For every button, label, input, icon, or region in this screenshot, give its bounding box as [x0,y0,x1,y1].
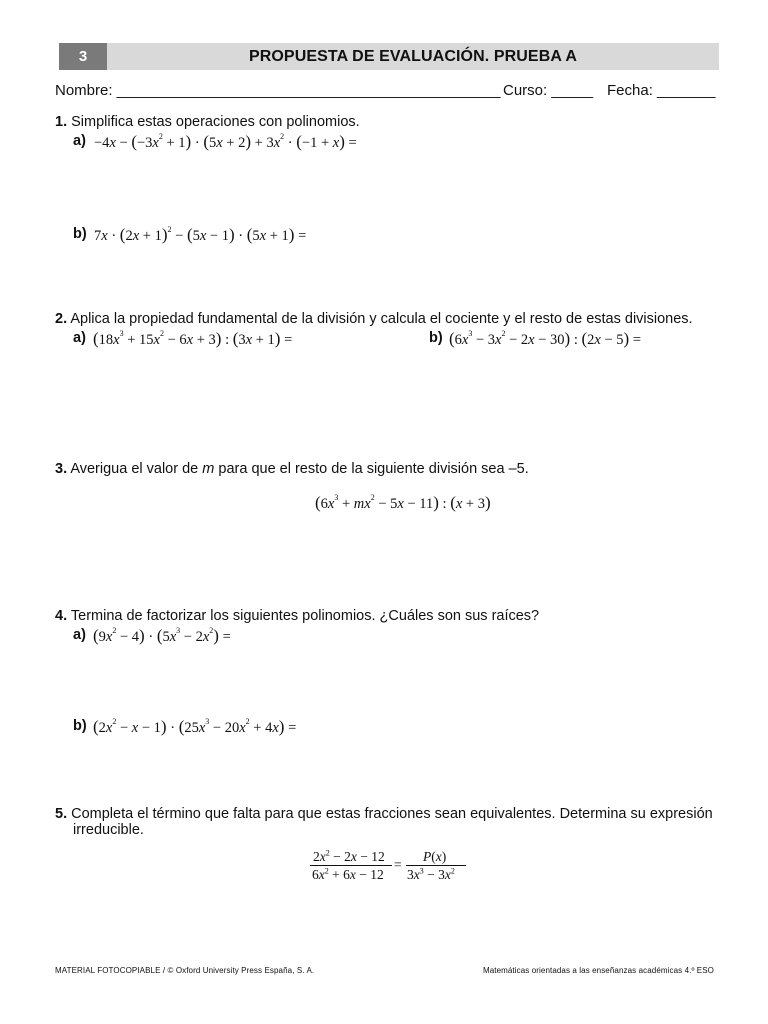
question-1 [55,114,360,130]
question-2b-label: b) [429,330,443,346]
right-fraction-bar [406,865,466,866]
question-4-text: Termina de factorizar los siguientes polinomios. ¿Cuáles son sus raíces? [70,608,540,624]
page-title: PROPUESTA DE EVALUACIÓN. PRUEBA A [248,48,578,65]
left-fraction-bar [310,865,392,866]
right-fraction-denominator: $3x^3 - 3x^2$ [407,866,455,882]
question-1a-expression: $-4x - (-3x^2 + 1) \cdot (5x + 2) + 3x^2 \cdot (-1 + x)$ = [94,132,357,151]
left-fraction-numerator: $2x^2 - 2x - 12$ [313,848,385,864]
question-2a-expression: $(18x^3 + 15x^2 - 6x + 3)$ : (3x + 1) = [93,329,293,348]
question-4 [55,608,539,624]
question-5-equation [308,848,468,884]
question-4a-label: a) [73,627,86,643]
course-field-label: Curso: _____ [503,82,594,99]
question-2-number: 2. [55,311,68,327]
date-field-label: Fecha: _______ [607,82,716,99]
question-1a-label: a) [73,133,86,149]
question-5-text-line2: irreducible. [73,822,144,838]
footer-course: Matemáticas orientadas a las enseñanzas académicas 4.º ESO [482,966,714,975]
header-bar [59,43,719,70]
question-5-number: 5. [55,806,68,822]
question-5-text-line1: Completa el término que falta para que estas fracciones sean equivalentes. Determina su expresión [71,806,713,822]
question-2a-label: a) [73,330,86,346]
question-3-number: 3. [55,461,68,477]
question-2 [55,311,693,327]
question-3 [55,461,529,477]
question-3-expression: $(6x^3 + mx^2 - 5x - 11)$ : (x + 3) [315,493,491,512]
right-fraction-numerator: P(x) [423,849,447,864]
left-fraction-denominator: $6x^2 + 6x - 12$ [312,866,384,882]
question-1b-label: b) [73,226,87,242]
question-4-number: 4. [55,608,68,624]
footer-copyright: MATERIAL FOTOCOPIABLE / © Oxford University Press España, S. A. [55,966,315,975]
question-3-text-after: para que el resto de la siguiente división sea –5. [214,461,529,477]
question-3-text-before: Averigua el valor de [70,461,203,477]
unit-number-badge: 3 [59,43,107,70]
question-3-variable: m [202,461,215,477]
question-2-text: Aplica la propiedad fundamental de la división y calcula el cociente y el resto de estas divisiones. [70,311,693,327]
question-5 [55,806,713,822]
question-1-text: Simplifica estas operaciones con polinomios. [71,114,360,130]
question-4a-expression: $(9x^2 - 4) \cdot (5x^3 - 2x^2)$ = [93,626,231,645]
question-4b-expression: $(2x^2 - x - 1) \cdot (25x^3 - 20x^2 + 4x)$ = [93,717,297,736]
equals-sign: = [394,857,402,872]
question-4b-label: b) [73,718,87,734]
question-1-number: 1. [55,114,68,130]
question-1b-expression: $7x \cdot (2x + 1)^2 - (5x - 1) \cdot (5x + 1)$ = [94,225,307,244]
name-field-label: Nombre: ______________________________________________ [55,82,501,99]
question-2b-expression: $(6x^3 - 3x^2 - 2x - 30)$ : (2x − 5) = [449,329,642,348]
